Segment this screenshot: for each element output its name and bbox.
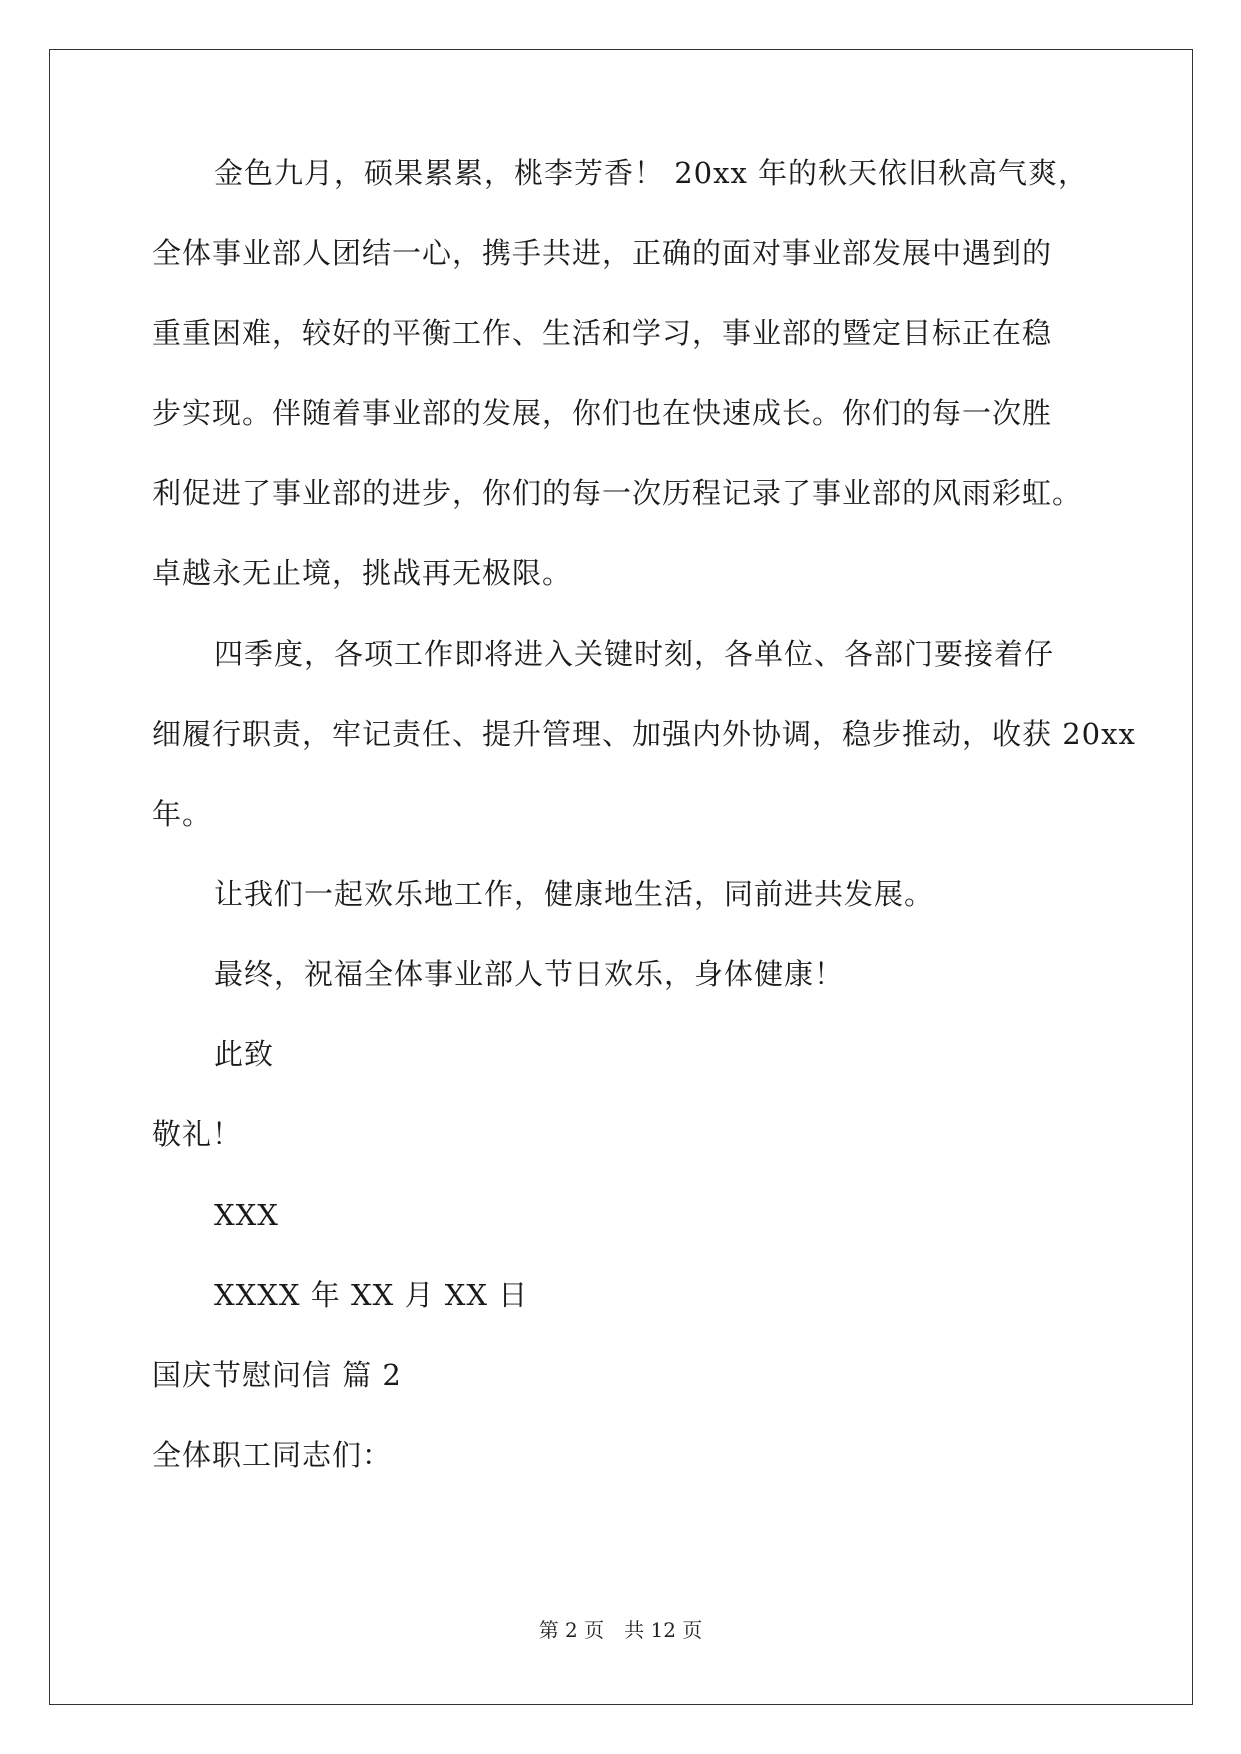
paragraph-2-line-1: 四季度，各项工作即将进入关键时刻，各单位、各部门要接着仔 (214, 637, 1055, 671)
greeting: 全体职工同志们： (152, 1438, 393, 1472)
page-footer (0, 1617, 1241, 1643)
salutation: 敬礼！ (152, 1117, 243, 1151)
closing-phrase: 此致 (214, 1037, 275, 1071)
page-total: 共 12 页 (624, 1618, 703, 1642)
section-heading: 国庆节慰问信 篇 2 (152, 1358, 402, 1392)
paragraph-2-line-2: 细履行职责，牢记责任、提升管理、加强内外协调，稳步推动，收获 20xx (152, 717, 1136, 751)
paragraph-3: 让我们一起欢乐地工作，健康地生活，同前进共发展。 (214, 877, 935, 911)
page-number: 第 2 页 (538, 1618, 605, 1642)
paragraph-2-line-3: 年。 (152, 797, 213, 831)
paragraph-4: 最终，祝福全体事业部人节日欢乐，身体健康！ (214, 957, 845, 991)
paragraph-1-line-4: 步实现。伴随着事业部的发展，你们也在快速成长。你们的每一次胜 (152, 396, 1053, 430)
paragraph-1-line-3: 重重困难，较好的平衡工作、生活和学习，事业部的暨定目标正在稳 (152, 316, 1053, 350)
paragraph-1-line-2: 全体事业部人团结一心，携手共进，正确的面对事业部发展中遇到的 (152, 236, 1053, 270)
paragraph-1-line-1: 金色九月，硕果累累，桃李芳香！ 20xx 年的秋天依旧秋高气爽， (214, 156, 1089, 190)
paragraph-1-line-6: 卓越永无止境，挑战再无极限。 (152, 556, 573, 590)
signature-name: XXX (214, 1198, 279, 1232)
paragraph-1-line-5: 利促进了事业部的进步，你们的每一次历程记录了事业部的风雨彩虹。 (152, 476, 1083, 510)
signature-date: XXXX 年 XX 月 XX 日 (214, 1278, 529, 1312)
